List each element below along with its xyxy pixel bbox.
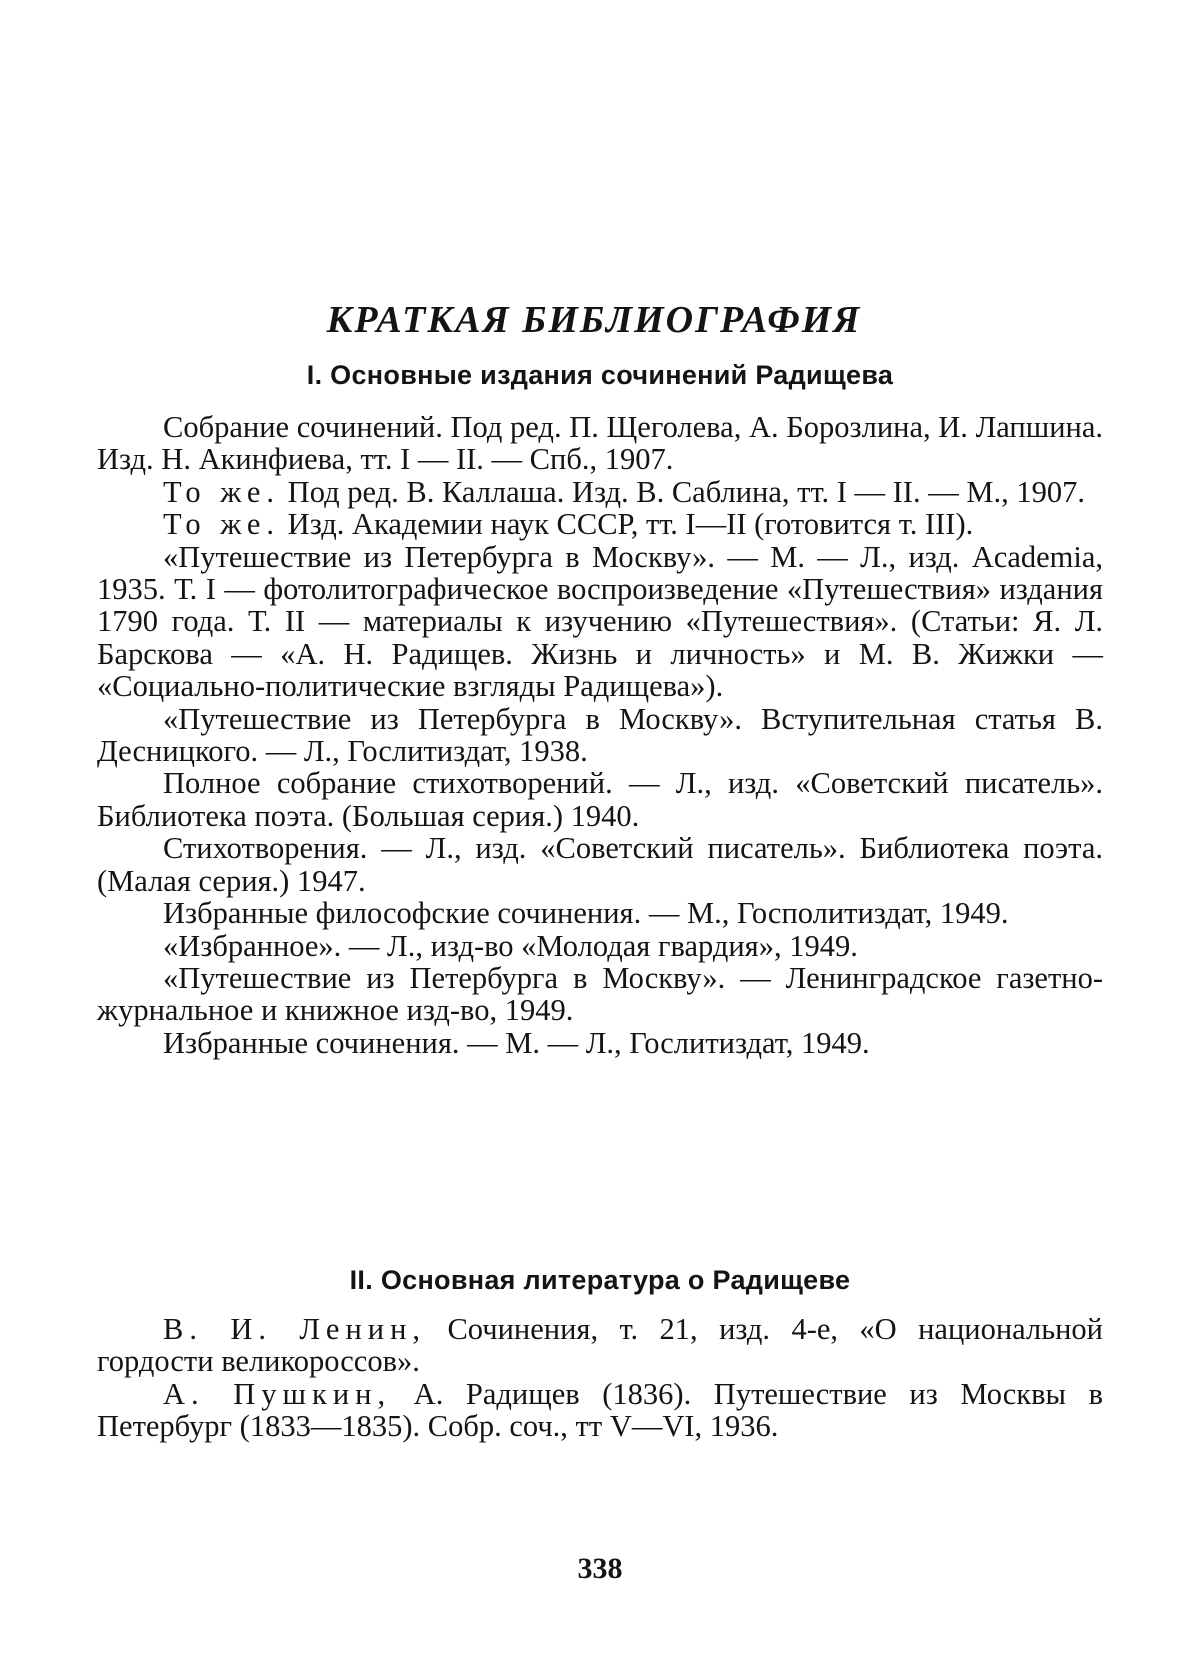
entry-text: Избранные философские сочинения. — М., Госполитиздат, 1949. (163, 896, 1009, 931)
bibliography-entry (97, 962, 1103, 1027)
entry-text: Стихотворения. — Л., изд. «Советский писатель». Библиотека поэта. (Малая серия.) 1947. (97, 831, 1103, 898)
bibliography-entry (97, 897, 1103, 929)
entry-text: А. Радищев (1836). Путешествие из Москвы в Петербург (1833—1835). Собр. соч., тт V—VI, 1936. (97, 1376, 1103, 1444)
bibliography-list-primary-editions (97, 411, 1103, 1059)
entry-text: Полное собрание стихотворений. — Л., изд. «Советский писатель». Библиотека поэта. (Большая серия.) 1940. (97, 766, 1103, 833)
entry-text: «Путешествие из Петербурга в Москву». Вступительная статья В. Десницкого. — Л., Гослитиздат, 1938. (97, 701, 1103, 769)
entry-text: «Путешествие из Петербурга в Москву». — М. — Л., изд. Academia, 1935. Т. I — фотолитографическое воспроизведение «Путешествия» издания 1790 года. Т. II — материалы к изучению «Путешествия». (Статьи: Я. Л. Барскова — «А. Н. Радищев. Жизнь и личность» и М. В. Жижки — «Социально-политические взгляды Радищева»). (97, 539, 1103, 704)
bibliography-entry (97, 1313, 1103, 1378)
bibliography-entry (97, 1027, 1103, 1059)
bibliography-entry (97, 703, 1103, 768)
bibliography-entry (97, 767, 1103, 832)
entry-text: «Путешествие из Петербурга в Москву». — Ленинградское газетно-журнальное и книжное изд-во, 1949. (97, 960, 1103, 1028)
bibliography-entry (97, 476, 1103, 508)
bibliography-entry (97, 541, 1103, 703)
section-heading-literature-about: II. Основная литература о Радищеве (349, 1265, 851, 1295)
bibliography-entry (97, 832, 1103, 897)
bibliography-list-literature-about (97, 1313, 1103, 1443)
page-title: КРАТКАЯ БИБЛИОГРАФИЯ (326, 299, 862, 341)
entry-text: Под ред. В. Каллаша. Изд. В. Саблина, тт. I — II. — М., 1907. (280, 474, 1085, 509)
bibliography-entry (97, 508, 1103, 540)
page-number: 338 (577, 1552, 623, 1585)
entry-text: Изд. Академии наук СССР, тт. I—II (готовится т. III). (280, 507, 974, 542)
bibliography-entry (97, 930, 1103, 962)
bibliography-entry (97, 411, 1103, 476)
entry-author: А. Пушкин, (163, 1376, 392, 1411)
entry-text: Избранные сочинения. — М. — Л., Гослитиздат, 1949. (163, 1025, 870, 1060)
section-heading-primary-editions: I. Основные издания сочинений Радищева (306, 360, 894, 390)
entry-author: То же. (163, 474, 281, 509)
entry-text: Собрание сочинений. Под ред. П. Щеголева, А. Борозлина, И. Лапшина. Изд. Н. Акинфиева, тт. I — II. — Спб., 1907. (97, 410, 1103, 477)
bibliography-entry (97, 1378, 1103, 1443)
entry-text: «Избранное». — Л., изд-во «Молодая гвардия», 1949. (163, 928, 858, 963)
entry-author: В. И. Ленин, (163, 1312, 427, 1346)
entry-text: Сочинения, т. 21, изд. 4-е, «О национальной гордости великороссов». (97, 1312, 1104, 1379)
entry-author: То же. (163, 507, 281, 542)
